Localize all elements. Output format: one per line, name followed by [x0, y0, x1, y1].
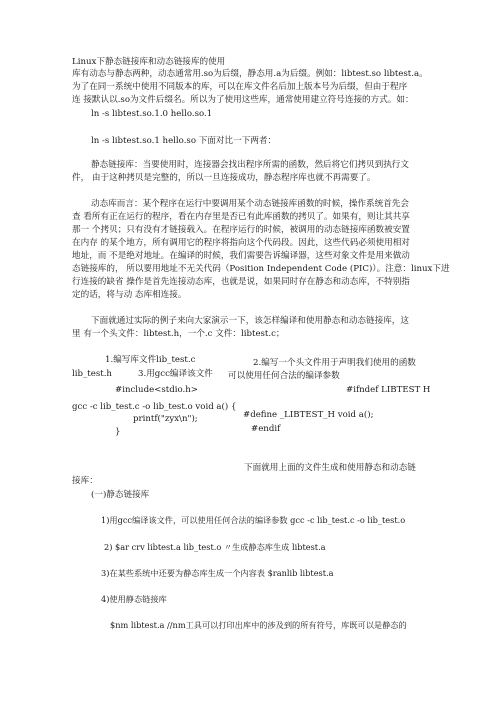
example-gcc-command: gcc -c lib_test.c -o lib_test.o void a() {: [72, 402, 237, 412]
step-5-nm: $nm libtest.a //nm工具可以打印出库中的涉及到的所有符号，库既可以是静态的: [110, 620, 407, 630]
intro-line-1: 库有动态与静态两种，动态通常用.so为后缀，静态用.a为后缀。例如：libtest.so libtest.a。: [72, 69, 428, 79]
static-para-line-1: 静态链接库：当要使用时，连接器会找出程序所需的函数，然后将它们拷贝到执行文: [91, 160, 409, 170]
generate-line-2: 接库：: [72, 476, 98, 486]
static-para-line-2: 件， 由于这种拷贝是完整的，所以一旦连接成功，静态程序库也就不再需要了。: [72, 173, 376, 183]
step-4: 4)使用静态链接库: [101, 594, 167, 604]
step-1: 1)用gcc编译该文件，可以使用任何合法的编译参数 gcc -c lib_test.c -o lib_test.o: [101, 515, 406, 525]
dynamic-para-line-8: 定的话，将与动 态库相连接。: [72, 290, 187, 300]
intro-line-2: 为了在同一系统中使用不同版本的库，可以在库文件名后加上版本号为后缀，但由于程序: [72, 82, 408, 92]
example-printf: printf("zyx\n");: [133, 414, 198, 424]
dynamic-para-line-3: 那一 个拷贝；只有没有才链接载入。在程序运行的时候，被调用的动态链接库函数被安置: [72, 225, 410, 235]
step-3: 3)在某些系统中还要为静态库生成一个内容表 $ranlib libtest.a: [101, 568, 334, 578]
section-static-library: (一)静态链接库: [91, 490, 150, 500]
dynamic-para-line-4: 在内存 的某个地方，所有调用它的程序将指向这个代码段。因此，这些代码必须使用相对: [72, 238, 410, 248]
command-ln-1: ln -s libtest.so.1.0 hello.so.1: [91, 109, 213, 119]
example-include: #include<stdio.h>: [115, 385, 198, 395]
example-header-filename: lib_test.h: [72, 369, 112, 379]
example-step-2-note: 可以使用任何合法的编译参数: [228, 371, 340, 381]
dynamic-para-line-1: 动态库而言：某个程序在运行中要调用某个动态链接库函数的时候，操作系统首先会: [91, 199, 409, 209]
example-step-1: 1.编写库文件lib_test.c: [105, 355, 196, 365]
example-define: #define _LIBTEST_H void a();: [243, 410, 374, 420]
example-endif: #endif: [251, 424, 281, 434]
demo-para-line-2: 里 有一个头文件：libtest.h，一个.c 文件：libtest.c；: [72, 329, 285, 339]
demo-para-line-1: 下面就通过实际的例子来向大家演示一下，该怎样编译和使用静态和动态链接库，这: [91, 316, 409, 326]
example-ifndef: #ifndef LIBTEST H: [346, 385, 431, 395]
example-closing-brace: }: [115, 427, 121, 437]
intro-line-3: 连 接默认以.so为文件后缀名。所以为了使用这些库，通常使用建立符号连接的方式。如：: [72, 95, 414, 105]
example-step-3: 3.用gcc编译该文件: [138, 369, 213, 379]
document-title: Linux下静态链接库和动态链接库的使用: [72, 57, 226, 67]
step-2: 2) $ar crv libtest.a lib_test.o 〃生成静态库生成 libtest.a: [104, 542, 326, 552]
example-step-2: 2.编写一个头文件用于声明我们使用的函数: [253, 358, 416, 368]
dynamic-para-line-7: 行连接的缺省 操作是首先连接动态库，也就是说，如果同时存在静态和动态库，不特别指: [72, 277, 410, 287]
dynamic-para-line-2: 查 看所有正在运行的程序，看在内存里是否已有此库函数的拷贝了。如果有，则让其共享: [72, 212, 410, 222]
dynamic-para-line-6: 态链接库的， 所以要用地址不无关代码（Position Independent Code (PIC)）。注意：linux下进: [72, 264, 450, 274]
command-ln-2: ln -s libtest.so.1 hello.so 下面对比一下两者：: [91, 136, 277, 146]
generate-line-1: 下面就用上面的文件生成和使用静态和动态链: [244, 463, 416, 473]
dynamic-para-line-5: 地址，而 不是绝对地址。在编译的时候，我们需要告诉编译器，这些对象文件是用来做动: [72, 251, 410, 261]
